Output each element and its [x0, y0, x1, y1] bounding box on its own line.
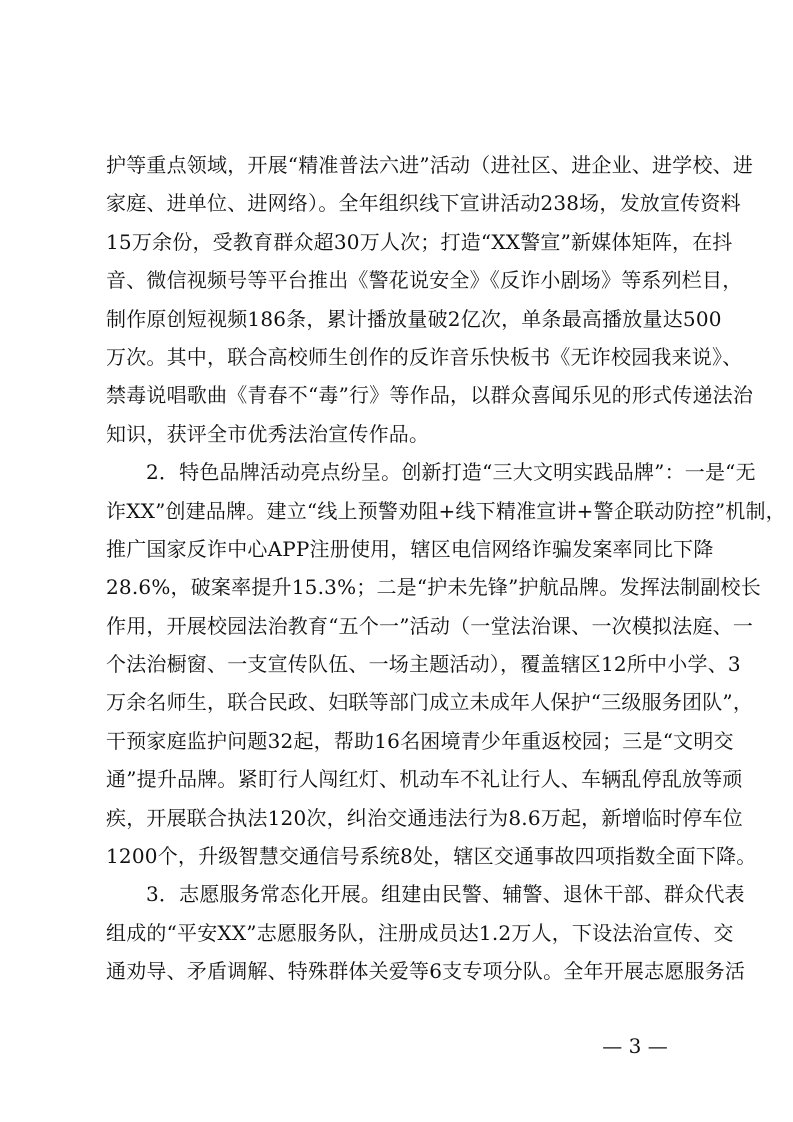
text-line: 通劝导、矛盾调解、特殊群体关爱等6支专项分队。全年开展志愿服务活: [106, 959, 746, 984]
text-line: 音、微信视频号等平台推出《警花说安全》《反诈小剧场》等系列栏目，: [106, 268, 743, 293]
text-line: 通”提升品牌。紧盯行人闯红灯、机动车不礼让行人、车辆乱停乱放等顽: [106, 767, 743, 792]
paragraph-2-first-line: 2．特色品牌活动亮点纷呈。创新打造“三大文明实践品牌”：一是“无: [146, 460, 756, 485]
text-line: 禁毒说唱歌曲《青春不“毒”行》等作品，以群众喜闻乐见的形式传递法治: [106, 383, 754, 408]
paragraph-3-first-line: 3．志愿服务常态化开展。组建由民警、辅警、退休干部、群众代表: [146, 882, 745, 907]
text-line: 作用，开展校园法治教育“五个一”活动（一堂法治课、一次模拟法庭、一: [106, 613, 754, 638]
text-line: 家庭、进单位、进网络）。全年组织线下宣讲活动238场，发放宣传资料: [106, 191, 741, 216]
text-line: 疾，开展联合执法120次，纠治交通违法行为8.6万起，新增临时停车位: [106, 805, 743, 830]
text-line: 推广国家反诈中心APP注册使用，辖区电信网络诈骗发案率同比下降: [106, 536, 714, 561]
text-line: 个法治橱窗、一支宣传队伍、一场主题活动），覆盖辖区12所中小学、3: [106, 652, 741, 677]
text-line: 护等重点领域，开展“精准普法六进”活动（进社区、进企业、进学校、进: [106, 153, 754, 177]
text-line: 万次。其中，联合高校师生创作的反诈音乐快板书《无诈校园我来说》、: [106, 344, 743, 369]
text-line: 干预家庭监护问题32起，帮助16名困境青少年重返校园；三是“文明交: [106, 728, 734, 753]
text-line: 1200个，升级智慧交通信号系统8处，辖区交通事故四项指数全面下降。: [106, 844, 757, 869]
text-line: 组成的“平安XX”志愿服务队，注册成员达1.2万人，下设法治宣传、交: [106, 920, 734, 945]
text-line: 28.6%，破案率提升15.3%；二是“护未先锋”护航品牌。发挥法制副校长: [106, 575, 761, 600]
text-line: 15万余份，受教育群众超30万人次；打造“XX警宣”新媒体矩阵，在抖: [106, 229, 733, 254]
text-line: 知识，获评全市优秀法治宣传作品。: [106, 421, 430, 446]
body-text: [106, 146, 786, 991]
text-line: 万余名师生，联合民政、妇联等部门成立未成年人保护“三级服务团队”，: [106, 690, 754, 715]
page-number: — 3 —: [602, 1034, 668, 1058]
text-line: 诈XX”创建品牌。建立“线上预警劝阻+线下精准宣讲+警企联动防控”机制，: [106, 498, 786, 523]
text-line: 制作原创短视频186条，累计播放量破2亿次，单条最高播放量达500: [106, 306, 722, 331]
